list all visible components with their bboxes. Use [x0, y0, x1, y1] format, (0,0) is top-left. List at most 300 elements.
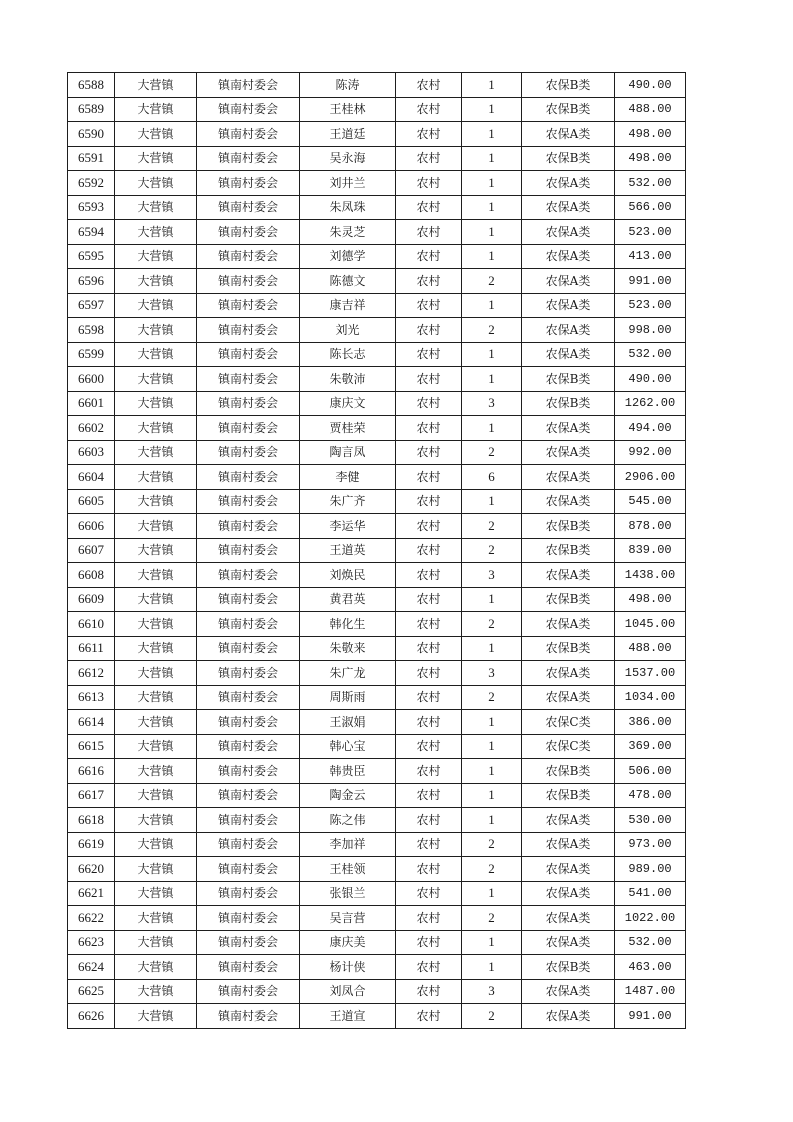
village-committee-cell: 镇南村委会 — [197, 685, 300, 710]
person-name-cell: 王淑娟 — [300, 710, 396, 735]
table-row — [68, 563, 686, 588]
insurance-category-cell: 农保B类 — [522, 636, 615, 661]
town-cell: 大营镇 — [115, 930, 197, 955]
table-row — [68, 342, 686, 367]
amount-cell: 878.00 — [615, 514, 686, 539]
insurance-category-cell: 农保A类 — [522, 832, 615, 857]
person-name-cell: 吴言营 — [300, 906, 396, 931]
insurance-category-cell: 农保B类 — [522, 759, 615, 784]
record-id-cell: 6608 — [68, 563, 115, 588]
table-row — [68, 685, 686, 710]
record-id-cell: 6616 — [68, 759, 115, 784]
member-count-cell: 3 — [462, 563, 522, 588]
village-committee-cell: 镇南村委会 — [197, 906, 300, 931]
member-count-cell: 2 — [462, 269, 522, 294]
amount-cell: 490.00 — [615, 367, 686, 392]
record-id-cell: 6611 — [68, 636, 115, 661]
insurance-category-cell: 农保B类 — [522, 783, 615, 808]
member-count-cell: 1 — [462, 73, 522, 98]
amount-cell: 498.00 — [615, 587, 686, 612]
insurance-category-cell: 农保A类 — [522, 857, 615, 882]
insurance-category-cell: 农保A类 — [522, 440, 615, 465]
person-name-cell: 朱广龙 — [300, 661, 396, 686]
person-name-cell: 李加祥 — [300, 832, 396, 857]
member-count-cell: 1 — [462, 122, 522, 147]
household-type-cell: 农村 — [396, 1004, 462, 1029]
member-count-cell: 1 — [462, 955, 522, 980]
amount-cell: 386.00 — [615, 710, 686, 735]
member-count-cell: 1 — [462, 220, 522, 245]
record-id-cell: 6600 — [68, 367, 115, 392]
member-count-cell: 6 — [462, 465, 522, 490]
person-name-cell: 王桂林 — [300, 97, 396, 122]
table-row — [68, 440, 686, 465]
table-row — [68, 857, 686, 882]
record-id-cell: 6612 — [68, 661, 115, 686]
town-cell: 大营镇 — [115, 710, 197, 735]
table-row — [68, 930, 686, 955]
household-type-cell: 农村 — [396, 955, 462, 980]
village-committee-cell: 镇南村委会 — [197, 220, 300, 245]
town-cell: 大营镇 — [115, 465, 197, 490]
member-count-cell: 1 — [462, 710, 522, 735]
table-row — [68, 808, 686, 833]
town-cell: 大营镇 — [115, 906, 197, 931]
amount-cell: 991.00 — [615, 269, 686, 294]
record-id-cell: 6588 — [68, 73, 115, 98]
town-cell: 大营镇 — [115, 244, 197, 269]
record-id-cell: 6622 — [68, 906, 115, 931]
town-cell: 大营镇 — [115, 612, 197, 637]
insurance-category-cell: 农保A类 — [522, 808, 615, 833]
household-type-cell: 农村 — [396, 367, 462, 392]
village-committee-cell: 镇南村委会 — [197, 489, 300, 514]
household-type-cell: 农村 — [396, 293, 462, 318]
person-name-cell: 陈之伟 — [300, 808, 396, 833]
amount-cell: 545.00 — [615, 489, 686, 514]
amount-cell: 532.00 — [615, 342, 686, 367]
member-count-cell: 1 — [462, 342, 522, 367]
household-type-cell: 农村 — [396, 857, 462, 882]
village-committee-cell: 镇南村委会 — [197, 661, 300, 686]
record-id-cell: 6601 — [68, 391, 115, 416]
record-id-cell: 6595 — [68, 244, 115, 269]
insurance-category-cell: 农保C类 — [522, 710, 615, 735]
table-row — [68, 244, 686, 269]
village-committee-cell: 镇南村委会 — [197, 146, 300, 171]
member-count-cell: 1 — [462, 367, 522, 392]
record-id-cell: 6624 — [68, 955, 115, 980]
member-count-cell: 2 — [462, 685, 522, 710]
village-committee-cell: 镇南村委会 — [197, 416, 300, 441]
amount-cell: 541.00 — [615, 881, 686, 906]
town-cell: 大营镇 — [115, 832, 197, 857]
town-cell: 大营镇 — [115, 587, 197, 612]
record-id-cell: 6594 — [68, 220, 115, 245]
person-name-cell: 王桂领 — [300, 857, 396, 882]
insurance-category-cell: 农保B类 — [522, 367, 615, 392]
insurance-category-cell: 农保A类 — [522, 661, 615, 686]
member-count-cell: 1 — [462, 636, 522, 661]
record-id-cell: 6613 — [68, 685, 115, 710]
member-count-cell: 1 — [462, 97, 522, 122]
record-id-cell: 6619 — [68, 832, 115, 857]
table-row — [68, 293, 686, 318]
household-type-cell: 农村 — [396, 97, 462, 122]
person-name-cell: 陶金云 — [300, 783, 396, 808]
insurance-category-cell: 农保B类 — [522, 587, 615, 612]
household-type-cell: 农村 — [396, 171, 462, 196]
town-cell: 大营镇 — [115, 318, 197, 343]
person-name-cell: 刘井兰 — [300, 171, 396, 196]
person-name-cell: 韩贵臣 — [300, 759, 396, 784]
household-type-cell: 农村 — [396, 342, 462, 367]
household-type-cell: 农村 — [396, 269, 462, 294]
table-row — [68, 587, 686, 612]
record-id-cell: 6610 — [68, 612, 115, 637]
member-count-cell: 1 — [462, 734, 522, 759]
table-row — [68, 391, 686, 416]
member-count-cell: 1 — [462, 930, 522, 955]
person-name-cell: 康庆美 — [300, 930, 396, 955]
record-id-cell: 6598 — [68, 318, 115, 343]
village-committee-cell: 镇南村委会 — [197, 930, 300, 955]
record-id-cell: 6626 — [68, 1004, 115, 1029]
town-cell: 大营镇 — [115, 220, 197, 245]
person-name-cell: 朱广齐 — [300, 489, 396, 514]
record-id-cell: 6607 — [68, 538, 115, 563]
town-cell: 大营镇 — [115, 440, 197, 465]
member-count-cell: 2 — [462, 1004, 522, 1029]
person-name-cell: 陶言凤 — [300, 440, 396, 465]
person-name-cell: 韩化生 — [300, 612, 396, 637]
member-count-cell: 1 — [462, 759, 522, 784]
insurance-category-cell: 农保B类 — [522, 955, 615, 980]
town-cell: 大营镇 — [115, 514, 197, 539]
town-cell: 大营镇 — [115, 122, 197, 147]
amount-cell: 1034.00 — [615, 685, 686, 710]
person-name-cell: 陈德文 — [300, 269, 396, 294]
amount-cell: 532.00 — [615, 930, 686, 955]
household-type-cell: 农村 — [396, 759, 462, 784]
member-count-cell: 2 — [462, 857, 522, 882]
member-count-cell: 1 — [462, 244, 522, 269]
person-name-cell: 韩心宝 — [300, 734, 396, 759]
household-type-cell: 农村 — [396, 416, 462, 441]
town-cell: 大营镇 — [115, 146, 197, 171]
member-count-cell: 3 — [462, 661, 522, 686]
town-cell: 大营镇 — [115, 97, 197, 122]
town-cell: 大营镇 — [115, 955, 197, 980]
village-committee-cell: 镇南村委会 — [197, 808, 300, 833]
insurance-category-cell: 农保A类 — [522, 563, 615, 588]
amount-cell: 413.00 — [615, 244, 686, 269]
amount-cell: 998.00 — [615, 318, 686, 343]
insurance-category-cell: 农保A类 — [522, 906, 615, 931]
member-count-cell: 2 — [462, 832, 522, 857]
record-id-cell: 6591 — [68, 146, 115, 171]
household-type-cell: 农村 — [396, 122, 462, 147]
insurance-category-cell: 农保A类 — [522, 930, 615, 955]
table-row — [68, 171, 686, 196]
record-id-cell: 6606 — [68, 514, 115, 539]
record-id-cell: 6604 — [68, 465, 115, 490]
insurance-category-cell: 农保A类 — [522, 195, 615, 220]
person-name-cell: 李运华 — [300, 514, 396, 539]
member-count-cell: 1 — [462, 489, 522, 514]
household-type-cell: 农村 — [396, 685, 462, 710]
table-row — [68, 122, 686, 147]
village-committee-cell: 镇南村委会 — [197, 391, 300, 416]
insurance-category-cell: 农保A类 — [522, 489, 615, 514]
household-type-cell: 农村 — [396, 195, 462, 220]
amount-cell: 992.00 — [615, 440, 686, 465]
table-row — [68, 612, 686, 637]
table-row — [68, 881, 686, 906]
table-row — [68, 538, 686, 563]
amount-cell: 1045.00 — [615, 612, 686, 637]
household-type-cell: 农村 — [396, 244, 462, 269]
household-type-cell: 农村 — [396, 612, 462, 637]
village-committee-cell: 镇南村委会 — [197, 538, 300, 563]
town-cell: 大营镇 — [115, 195, 197, 220]
member-count-cell: 2 — [462, 612, 522, 637]
amount-cell: 1438.00 — [615, 563, 686, 588]
insurance-category-cell: 农保A类 — [522, 293, 615, 318]
member-count-cell: 1 — [462, 195, 522, 220]
record-id-cell: 6593 — [68, 195, 115, 220]
village-committee-cell: 镇南村委会 — [197, 514, 300, 539]
insurance-category-cell: 农保A类 — [522, 342, 615, 367]
amount-cell: 523.00 — [615, 293, 686, 318]
village-committee-cell: 镇南村委会 — [197, 979, 300, 1004]
household-type-cell: 农村 — [396, 220, 462, 245]
town-cell: 大营镇 — [115, 391, 197, 416]
amount-cell: 463.00 — [615, 955, 686, 980]
town-cell: 大营镇 — [115, 636, 197, 661]
insurance-category-cell: 农保A类 — [522, 881, 615, 906]
household-type-cell: 农村 — [396, 734, 462, 759]
person-name-cell: 朱灵芝 — [300, 220, 396, 245]
person-name-cell: 陈涛 — [300, 73, 396, 98]
amount-cell: 839.00 — [615, 538, 686, 563]
record-id-cell: 6621 — [68, 881, 115, 906]
amount-cell: 1262.00 — [615, 391, 686, 416]
town-cell: 大营镇 — [115, 881, 197, 906]
town-cell: 大营镇 — [115, 734, 197, 759]
household-type-cell: 农村 — [396, 832, 462, 857]
record-id-cell: 6623 — [68, 930, 115, 955]
household-type-cell: 农村 — [396, 318, 462, 343]
amount-cell: 1022.00 — [615, 906, 686, 931]
town-cell: 大营镇 — [115, 489, 197, 514]
record-id-cell: 6589 — [68, 97, 115, 122]
insurance-category-cell: 农保B类 — [522, 391, 615, 416]
household-type-cell: 农村 — [396, 538, 462, 563]
village-committee-cell: 镇南村委会 — [197, 783, 300, 808]
member-count-cell: 1 — [462, 808, 522, 833]
town-cell: 大营镇 — [115, 808, 197, 833]
household-type-cell: 农村 — [396, 391, 462, 416]
table-row — [68, 465, 686, 490]
insurance-category-cell: 农保A类 — [522, 979, 615, 1004]
town-cell: 大营镇 — [115, 73, 197, 98]
village-committee-cell: 镇南村委会 — [197, 465, 300, 490]
record-id-cell: 6615 — [68, 734, 115, 759]
household-type-cell: 农村 — [396, 514, 462, 539]
village-committee-cell: 镇南村委会 — [197, 881, 300, 906]
household-type-cell: 农村 — [396, 808, 462, 833]
amount-cell: 973.00 — [615, 832, 686, 857]
table-row — [68, 367, 686, 392]
table-row — [68, 661, 686, 686]
member-count-cell: 1 — [462, 293, 522, 318]
amount-cell: 989.00 — [615, 857, 686, 882]
record-id-cell: 6603 — [68, 440, 115, 465]
record-id-cell: 6625 — [68, 979, 115, 1004]
person-name-cell: 康吉祥 — [300, 293, 396, 318]
town-cell: 大营镇 — [115, 661, 197, 686]
town-cell: 大营镇 — [115, 416, 197, 441]
data-table — [67, 72, 686, 1029]
table-row — [68, 73, 686, 98]
member-count-cell: 2 — [462, 906, 522, 931]
table-row — [68, 97, 686, 122]
village-committee-cell: 镇南村委会 — [197, 955, 300, 980]
town-cell: 大营镇 — [115, 759, 197, 784]
village-committee-cell: 镇南村委会 — [197, 587, 300, 612]
village-committee-cell: 镇南村委会 — [197, 171, 300, 196]
table-row — [68, 783, 686, 808]
insurance-category-cell: 农保A类 — [522, 1004, 615, 1029]
member-count-cell: 1 — [462, 587, 522, 612]
person-name-cell: 刘凤合 — [300, 979, 396, 1004]
village-committee-cell: 镇南村委会 — [197, 244, 300, 269]
person-name-cell: 王道宣 — [300, 1004, 396, 1029]
household-type-cell: 农村 — [396, 489, 462, 514]
person-name-cell: 陈长志 — [300, 342, 396, 367]
insurance-category-cell: 农保A类 — [522, 171, 615, 196]
insurance-category-cell: 农保A类 — [522, 318, 615, 343]
insurance-category-cell: 农保B类 — [522, 514, 615, 539]
member-count-cell: 1 — [462, 783, 522, 808]
household-type-cell: 农村 — [396, 440, 462, 465]
household-type-cell: 农村 — [396, 636, 462, 661]
town-cell: 大营镇 — [115, 269, 197, 294]
insurance-category-cell: 农保B类 — [522, 97, 615, 122]
village-committee-cell: 镇南村委会 — [197, 832, 300, 857]
member-count-cell: 3 — [462, 391, 522, 416]
person-name-cell: 杨计侠 — [300, 955, 396, 980]
amount-cell: 494.00 — [615, 416, 686, 441]
household-type-cell: 农村 — [396, 930, 462, 955]
village-committee-cell: 镇南村委会 — [197, 97, 300, 122]
table-row — [68, 269, 686, 294]
village-committee-cell: 镇南村委会 — [197, 1004, 300, 1029]
record-id-cell: 6590 — [68, 122, 115, 147]
village-committee-cell: 镇南村委会 — [197, 857, 300, 882]
table-row — [68, 1004, 686, 1029]
amount-cell: 506.00 — [615, 759, 686, 784]
person-name-cell: 康庆文 — [300, 391, 396, 416]
village-committee-cell: 镇南村委会 — [197, 734, 300, 759]
village-committee-cell: 镇南村委会 — [197, 563, 300, 588]
member-count-cell: 3 — [462, 979, 522, 1004]
amount-cell: 2906.00 — [615, 465, 686, 490]
table-row — [68, 514, 686, 539]
insurance-category-cell: 农保B类 — [522, 538, 615, 563]
member-count-cell: 2 — [462, 514, 522, 539]
village-committee-cell: 镇南村委会 — [197, 195, 300, 220]
amount-cell: 488.00 — [615, 636, 686, 661]
table-row — [68, 906, 686, 931]
amount-cell: 490.00 — [615, 73, 686, 98]
table-row — [68, 636, 686, 661]
person-name-cell: 朱凤珠 — [300, 195, 396, 220]
member-count-cell: 2 — [462, 440, 522, 465]
town-cell: 大营镇 — [115, 538, 197, 563]
table-row — [68, 146, 686, 171]
amount-cell: 532.00 — [615, 171, 686, 196]
table-body — [68, 73, 686, 1029]
table-row — [68, 955, 686, 980]
table-row — [68, 220, 686, 245]
record-id-cell: 6620 — [68, 857, 115, 882]
insurance-category-cell: 农保A类 — [522, 244, 615, 269]
household-type-cell: 农村 — [396, 563, 462, 588]
household-type-cell: 农村 — [396, 979, 462, 1004]
village-committee-cell: 镇南村委会 — [197, 269, 300, 294]
record-id-cell: 6609 — [68, 587, 115, 612]
insurance-category-cell: 农保C类 — [522, 734, 615, 759]
village-committee-cell: 镇南村委会 — [197, 122, 300, 147]
member-count-cell: 1 — [462, 171, 522, 196]
person-name-cell: 王道廷 — [300, 122, 396, 147]
town-cell: 大营镇 — [115, 563, 197, 588]
amount-cell: 478.00 — [615, 783, 686, 808]
village-committee-cell: 镇南村委会 — [197, 318, 300, 343]
record-id-cell: 6597 — [68, 293, 115, 318]
village-committee-cell: 镇南村委会 — [197, 293, 300, 318]
amount-cell: 498.00 — [615, 122, 686, 147]
person-name-cell: 吴永海 — [300, 146, 396, 171]
town-cell: 大营镇 — [115, 685, 197, 710]
town-cell: 大营镇 — [115, 342, 197, 367]
person-name-cell: 李健 — [300, 465, 396, 490]
member-count-cell: 1 — [462, 416, 522, 441]
person-name-cell: 刘焕民 — [300, 563, 396, 588]
person-name-cell: 周斯雨 — [300, 685, 396, 710]
table-row — [68, 710, 686, 735]
insurance-category-cell: 农保A类 — [522, 269, 615, 294]
person-name-cell: 朱敬沛 — [300, 367, 396, 392]
household-type-cell: 农村 — [396, 587, 462, 612]
insurance-category-cell: 农保A类 — [522, 465, 615, 490]
insurance-category-cell: 农保B类 — [522, 146, 615, 171]
table-row — [68, 759, 686, 784]
village-committee-cell: 镇南村委会 — [197, 440, 300, 465]
village-committee-cell: 镇南村委会 — [197, 612, 300, 637]
person-name-cell: 张银兰 — [300, 881, 396, 906]
insurance-category-cell: 农保A类 — [522, 416, 615, 441]
amount-cell: 1487.00 — [615, 979, 686, 1004]
town-cell: 大营镇 — [115, 979, 197, 1004]
amount-cell: 991.00 — [615, 1004, 686, 1029]
insurance-category-cell: 农保B类 — [522, 73, 615, 98]
amount-cell: 530.00 — [615, 808, 686, 833]
village-committee-cell: 镇南村委会 — [197, 367, 300, 392]
table-row — [68, 416, 686, 441]
